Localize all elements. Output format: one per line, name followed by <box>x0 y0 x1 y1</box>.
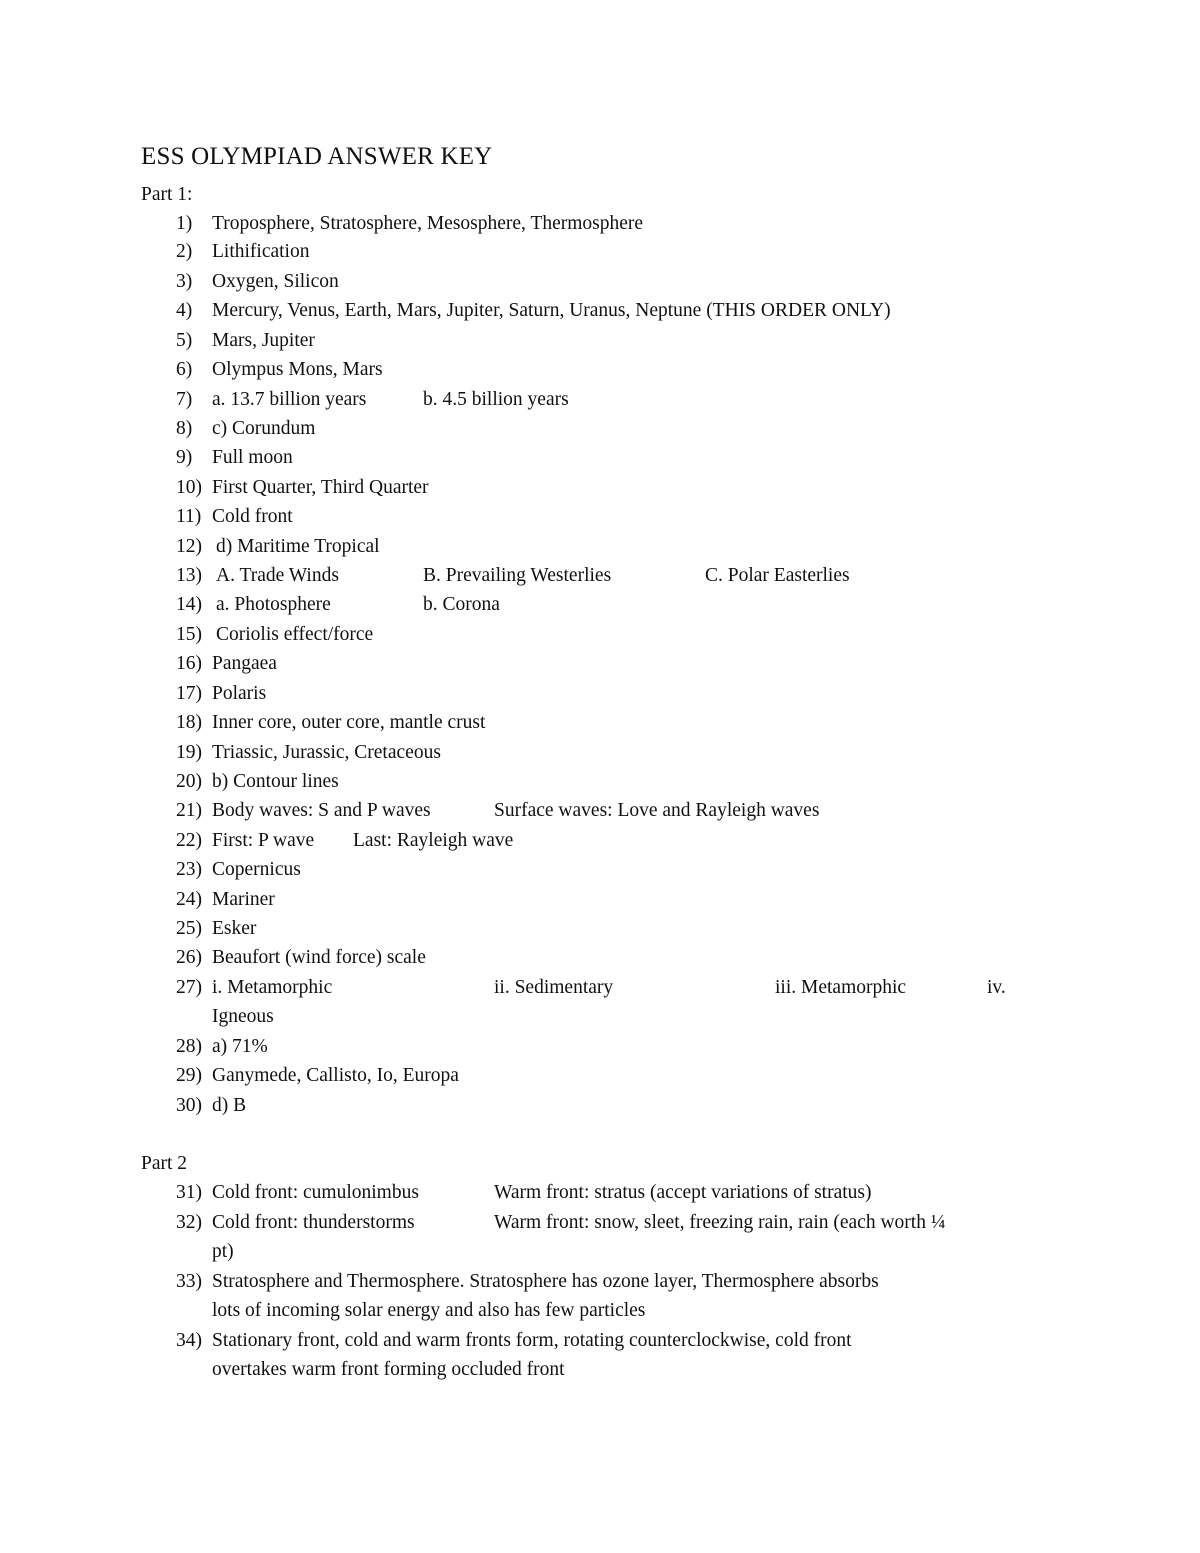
item-answer-b: Surface waves: Love and Rayleigh waves <box>494 800 820 821</box>
item-answer-c: iii. Metamorphic <box>775 977 907 998</box>
item-answer-b: Warm front: snow, sleet, freezing rain, rain (each worth ¼ <box>494 1212 946 1233</box>
list-item <box>176 389 1056 419</box>
item-number: 7) <box>176 389 193 410</box>
list-item <box>176 742 1056 772</box>
item-number: 13) <box>176 565 202 586</box>
list-item <box>176 624 1056 654</box>
item-answer-b: B. Prevailing Westerlies <box>423 565 612 586</box>
list-item <box>176 947 1056 977</box>
item-text: Inner core, outer core, mantle crust <box>212 712 486 733</box>
item-text: Full moon <box>212 447 293 468</box>
item-text: Cold front <box>212 506 293 527</box>
item-answer-b: ii. Sedimentary <box>494 977 614 998</box>
item-answer-a: Body waves: S and P waves <box>212 800 431 821</box>
list-item <box>176 1065 1056 1095</box>
item-number: 24) <box>176 889 202 910</box>
item-number: 15) <box>176 624 202 645</box>
item-number: 12) <box>176 536 202 557</box>
item-answer-a: Cold front: thunderstorms <box>212 1212 415 1233</box>
item-number: 10) <box>176 477 202 498</box>
item-number: 30) <box>176 1095 202 1116</box>
item-number: 18) <box>176 712 202 733</box>
item-number: 25) <box>176 918 202 939</box>
list-item <box>176 1095 1056 1125</box>
list-item <box>176 594 1056 624</box>
list-item <box>176 1330 1056 1360</box>
item-answer-b: Last: Rayleigh wave <box>353 830 514 851</box>
item-answer-a: Cold front: cumulonimbus <box>212 1182 419 1203</box>
item-continuation: overtakes warm front forming occluded front <box>212 1359 565 1380</box>
item-number: 1) <box>176 213 193 234</box>
list-item <box>176 712 1056 742</box>
item-number: 3) <box>176 271 193 292</box>
item-text: b) Contour lines <box>212 771 339 792</box>
list-item <box>176 300 1056 330</box>
item-answer-b: b. 4.5 billion years <box>423 389 569 410</box>
list-item <box>176 889 1056 919</box>
list-item <box>176 506 1056 536</box>
item-continuation: lots of incoming solar energy and also has few particles <box>212 1300 646 1321</box>
list-item <box>176 271 1056 301</box>
item-answer-a: A. Trade Winds <box>216 565 339 586</box>
list-item <box>176 330 1056 360</box>
item-text: Polaris <box>212 683 267 704</box>
list-item <box>176 1212 1056 1242</box>
item-number: 23) <box>176 859 202 880</box>
item-text: Mercury, Venus, Earth, Mars, Jupiter, Saturn, Uranus, Neptune (THIS ORDER ONLY) <box>212 300 891 321</box>
item-number: 22) <box>176 830 202 851</box>
item-number: 21) <box>176 800 202 821</box>
item-number: 5) <box>176 330 193 351</box>
list-item <box>176 683 1056 713</box>
item-number: 11) <box>176 506 202 527</box>
item-answer-a: First: P wave <box>212 830 315 851</box>
list-item <box>176 830 1056 860</box>
item-continuation: pt) <box>212 1241 234 1262</box>
list-item <box>176 565 1056 595</box>
list-item <box>176 918 1056 948</box>
list-item <box>176 1182 1056 1212</box>
list-item <box>176 477 1056 507</box>
item-text: a) 71% <box>212 1036 268 1057</box>
list-item <box>176 1036 1056 1066</box>
item-number: 2) <box>176 241 193 262</box>
item-text: Coriolis effect/force <box>216 624 374 645</box>
item-number: 31) <box>176 1182 202 1203</box>
item-text: Stratosphere and Thermosphere. Stratosphere has ozone layer, Thermosphere absorbs <box>212 1271 879 1292</box>
list-item <box>176 536 1056 566</box>
list-item <box>176 213 1056 243</box>
item-answer-a: a. 13.7 billion years <box>212 389 367 410</box>
item-text: Oxygen, Silicon <box>212 271 339 292</box>
list-item <box>176 447 1056 477</box>
item-text: Olympus Mons, Mars <box>212 359 383 380</box>
item-number: 34) <box>176 1330 202 1351</box>
part-2-label: Part 2 <box>141 1153 188 1174</box>
item-number: 17) <box>176 683 202 704</box>
item-text: Copernicus <box>212 859 301 880</box>
item-text: Beaufort (wind force) scale <box>212 947 426 968</box>
item-text: First Quarter, Third Quarter <box>212 477 429 498</box>
item-answer-a: i. Metamorphic <box>212 977 333 998</box>
item-text: Mars, Jupiter <box>212 330 315 351</box>
list-item <box>176 359 1056 389</box>
item-text: Ganymede, Callisto, Io, Europa <box>212 1065 459 1086</box>
item-number: 14) <box>176 594 202 615</box>
item-number: 16) <box>176 653 202 674</box>
item-number: 8) <box>176 418 193 439</box>
item-text: Mariner <box>212 889 275 910</box>
part-1-label: Part 1: <box>141 184 193 205</box>
item-text: Troposphere, Stratosphere, Mesosphere, Thermosphere <box>212 213 644 234</box>
item-text: Esker <box>212 918 257 939</box>
item-text: Pangaea <box>212 653 277 674</box>
item-answer-d: iv. <box>987 977 1006 998</box>
item-answer-b: Warm front: stratus (accept variations of stratus) <box>494 1182 872 1203</box>
list-item <box>176 418 1056 448</box>
item-number: 6) <box>176 359 193 380</box>
item-number: 29) <box>176 1065 202 1086</box>
item-answer-b: b. Corona <box>423 594 500 615</box>
list-item <box>176 859 1056 889</box>
item-text: c) Corundum <box>212 418 316 439</box>
item-number: 32) <box>176 1212 202 1233</box>
item-number: 4) <box>176 300 193 321</box>
item-number: 20) <box>176 771 202 792</box>
list-item <box>176 800 1056 830</box>
list-item <box>176 1271 1056 1301</box>
item-number: 26) <box>176 947 202 968</box>
item-number: 27) <box>176 977 202 998</box>
item-text: Stationary front, cold and warm fronts form, rotating counterclockwise, cold front <box>212 1330 852 1351</box>
item-number: 19) <box>176 742 202 763</box>
item-text: Lithification <box>212 241 310 262</box>
item-text: d) B <box>212 1095 247 1116</box>
item-text: Triassic, Jurassic, Cretaceous <box>212 742 441 763</box>
item-answer-a: a. Photosphere <box>216 594 331 615</box>
item-continuation: Igneous <box>212 1006 274 1027</box>
item-number: 28) <box>176 1036 202 1057</box>
page-title: ESS OLYMPIAD ANSWER KEY <box>141 143 493 170</box>
list-item <box>176 771 1056 801</box>
list-item <box>176 241 1056 271</box>
item-number: 9) <box>176 447 193 468</box>
list-item <box>176 977 1056 1007</box>
item-number: 33) <box>176 1271 202 1292</box>
list-item <box>176 653 1056 683</box>
item-answer-c: C. Polar Easterlies <box>705 565 850 586</box>
item-text: d) Maritime Tropical <box>216 536 380 557</box>
